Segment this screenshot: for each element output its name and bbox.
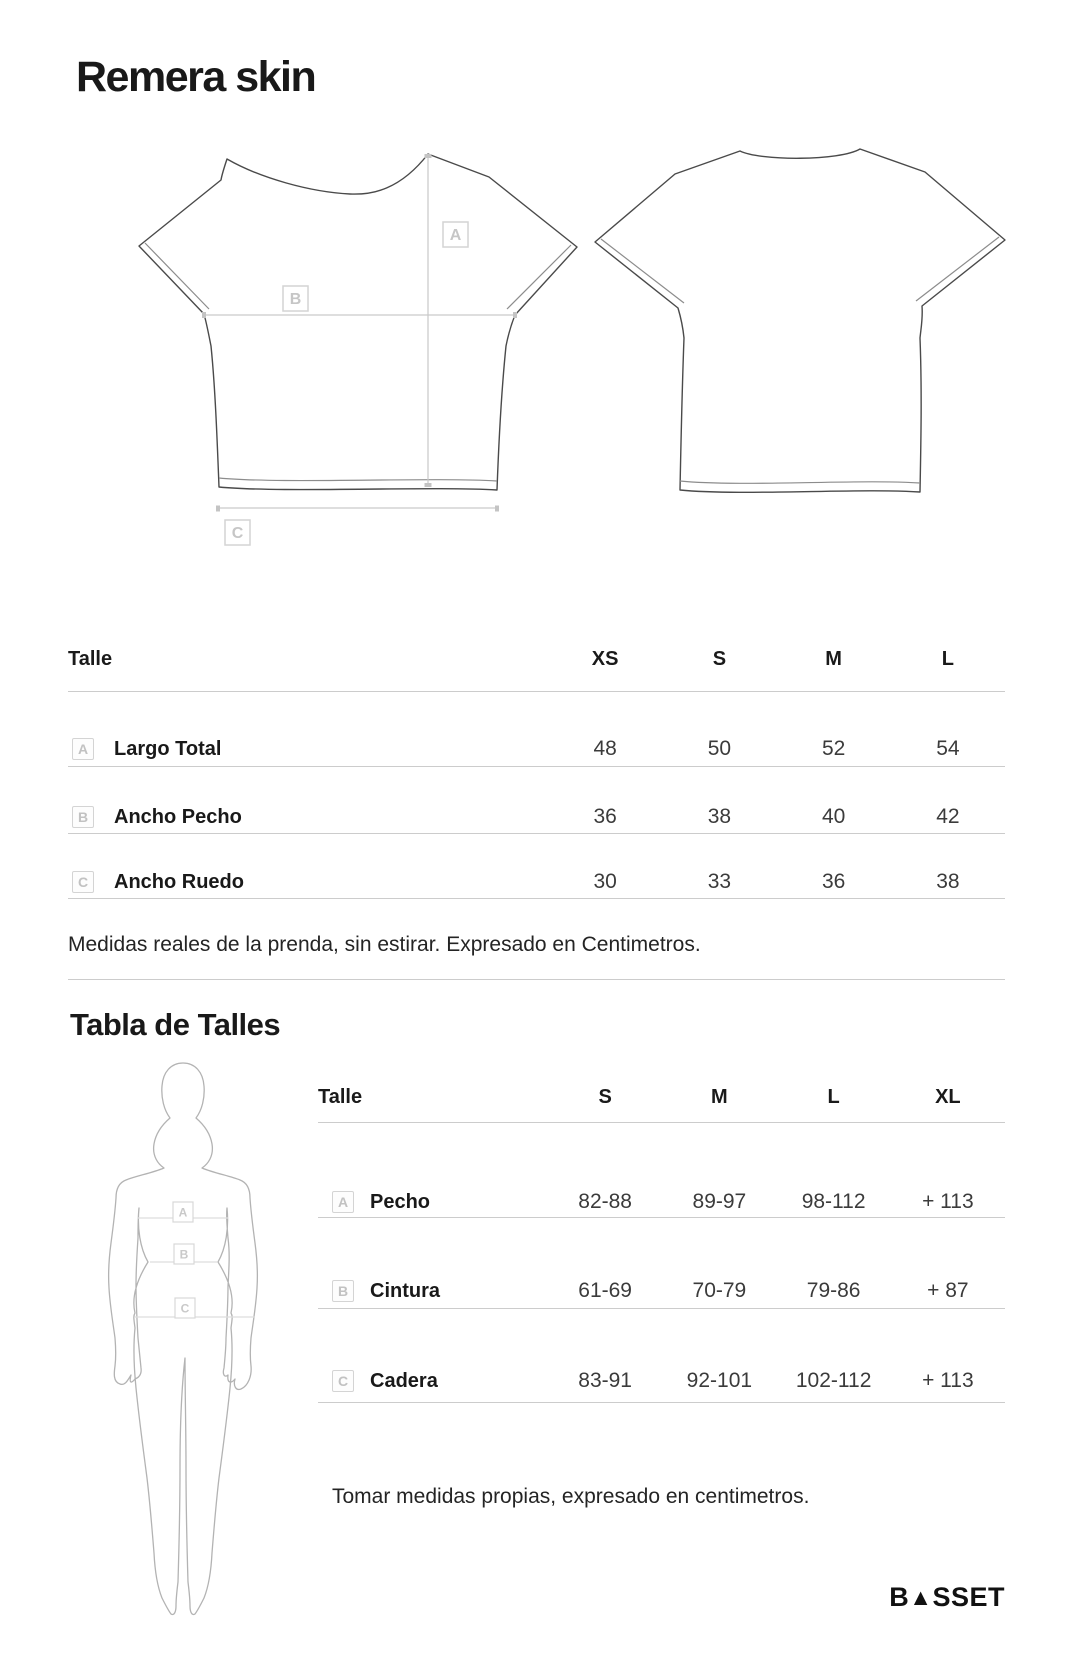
table-row-cadera [318,1309,1005,1403]
row-name: Ancho Ruedo [114,871,244,893]
body-marker-b [174,1244,194,1264]
size-col-xl: XL [935,1086,961,1108]
body-size-table [318,1086,1005,1508]
tshirt-diagram [100,140,1010,550]
svg-text:B: B [179,1247,189,1262]
table-row-ancho-pecho [68,767,1005,834]
row-name: Ancho Pecho [114,806,242,828]
cell-value: 38 [936,870,960,893]
svg-text:C: C [180,1301,190,1316]
letter-badge-c: C [72,871,94,893]
letter-badge-a: A [72,738,94,760]
row-label-cell [68,806,548,828]
logo-letters-sset: SSET [932,1582,1005,1612]
row-label-cell [68,738,548,760]
cell-value: 33 [707,870,732,893]
marker-a-box [443,222,468,247]
marker-b-label: B [289,291,302,308]
row-label-cell [318,1191,548,1213]
cell-value: 48 [593,737,617,760]
row-label-cell [68,871,548,893]
letter-badge-a: A [332,1191,354,1213]
tshirt-front-view [139,154,577,490]
row-name: Pecho [370,1191,431,1213]
cell-value: 61-69 [578,1279,632,1302]
body-header-talle: Talle [318,1086,363,1108]
page-title: Remera skin [76,53,316,101]
row-label-cell [318,1280,548,1302]
cell-value: 70-79 [692,1279,747,1302]
cell-value: 79-86 [806,1279,861,1302]
cell-value: 83-91 [578,1369,632,1392]
cell-value: 102-112 [795,1369,872,1392]
cell-value: 38 [707,805,732,828]
table-row-largo-total [68,692,1005,767]
body-marker-boxes [173,1202,195,1318]
marker-c-label: C [231,525,244,542]
size-col-l: L [827,1086,840,1108]
section-heading-tabla-de-talles: Tabla de Talles [70,1007,281,1042]
cell-value: 40 [821,805,846,828]
row-name: Largo Total [114,738,222,760]
row-name: Cadera [370,1370,438,1392]
cell-value: + 113 [922,1369,974,1392]
cell-value: + 87 [927,1279,969,1302]
cell-value: + 113 [922,1190,974,1213]
cell-value: 36 [593,805,617,828]
size-col-s: S [712,648,727,670]
body-silhouette-diagram [100,1058,270,1618]
table-row-cintura [318,1218,1005,1309]
body-marker-a [173,1202,193,1222]
cell-value: 92-101 [686,1369,753,1392]
cell-value: 30 [593,870,617,893]
letter-badge-c: C [332,1370,354,1392]
garment-table-header [68,648,1005,692]
row-label-cell [318,1370,548,1392]
marker-b-box [283,286,308,311]
body-marker-c [175,1298,195,1318]
body-table-header [318,1086,1005,1123]
cell-value: 50 [707,737,732,760]
size-col-s: S [598,1086,612,1108]
body-silhouette-outline [109,1063,258,1615]
cell-value: 42 [936,805,960,828]
marker-c-box [225,520,250,545]
cell-value: 89-97 [692,1190,747,1213]
garment-header-talle: Talle [68,648,113,670]
table-row-pecho [318,1123,1005,1218]
svg-text:A: A [178,1205,188,1220]
size-col-l: L [941,648,954,670]
table-row-ancho-ruedo [68,834,1005,899]
garment-table-note: Medidas reales de la prenda, sin estirar. Expresado en Centimetros. [68,899,1005,980]
letter-badge-b: B [72,806,94,828]
size-col-xs: XS [591,648,619,670]
body-table-note: Tomar medidas propias, expresado en centimetros. [332,1485,810,1508]
garment-measurements-table [68,648,1005,980]
cell-value: 82-88 [578,1190,632,1213]
cell-value: 54 [936,737,960,760]
cell-value: 52 [821,737,846,760]
cell-value: 36 [821,870,846,893]
size-col-m: M [711,1086,728,1108]
marker-a-label: A [449,227,462,244]
basset-logo [889,1582,1005,1613]
logo-letter-b: B [889,1582,910,1612]
tshirt-back-view [595,149,1005,492]
letter-badge-b: B [332,1280,354,1302]
row-name: Cintura [370,1280,440,1302]
size-col-m: M [825,648,842,670]
cell-value: 98-112 [801,1190,866,1213]
logo-triangle-icon: ▲ [909,1584,933,1610]
